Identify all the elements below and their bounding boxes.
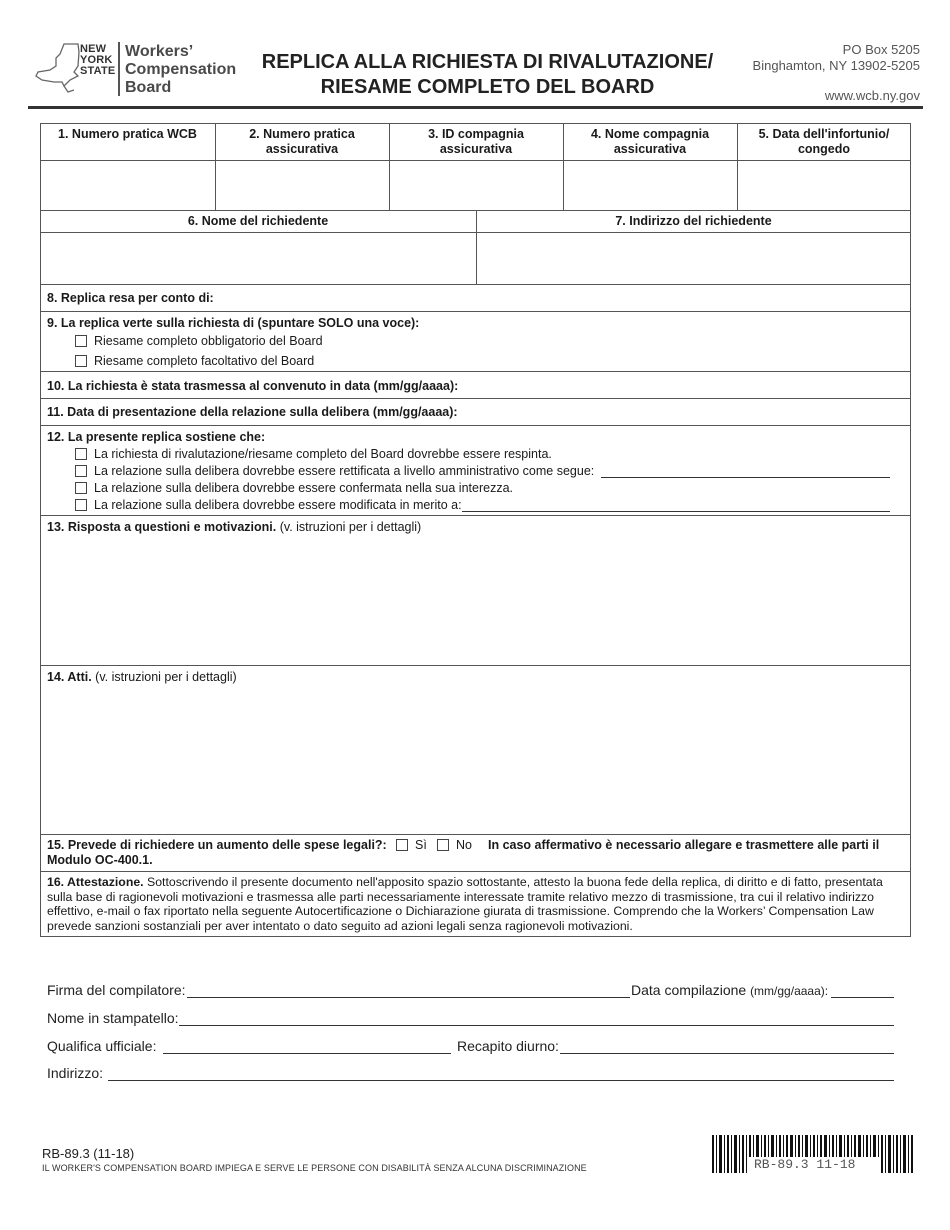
documents-label-bold: 14. Atti. <box>47 670 92 684</box>
request-type-option[interactable] <box>75 334 323 349</box>
daytime-phone-line[interactable] <box>560 1039 894 1054</box>
date-prepared-label <box>631 982 828 1000</box>
date-prepared-line[interactable] <box>831 983 894 998</box>
preparer-signature-line[interactable] <box>187 983 630 998</box>
fee-note-form: Modulo OC-400.1. <box>47 853 153 867</box>
carrier-case-number-field[interactable] <box>216 161 388 210</box>
label-line: 5. Data dell'infortunio/ <box>758 127 890 141</box>
header-rule <box>28 106 923 109</box>
affirmation-line: sulla base di ragionevoli motivazioni e trasmessa alle parti necessariamente interessate tramite relativo mezzo di trasmissione, tra cui il relativo indirizzo <box>47 889 874 904</box>
attorney-fee-question: 15. Prevede di richiedere un aumento delle spese legali?: <box>47 838 387 852</box>
affirmation-line: prevede sanzioni sostanziali per aver intentato o dato seguito ad azioni legali senza ragionevoli motivazioni. <box>47 918 633 933</box>
requester-address-label: 7. Indirizzo del richiedente <box>615 214 772 228</box>
title-label: Qualifica ufficiale: <box>47 1038 157 1054</box>
label-line: 3. ID compagnia <box>428 127 524 141</box>
requester-address-field[interactable] <box>477 233 910 284</box>
discretionary-review-checkbox[interactable] <box>75 355 87 367</box>
label-line: assicurativa <box>439 142 513 156</box>
date-prepared-text: Data compilazione <box>631 982 747 998</box>
address-line1: PO Box 5205 <box>842 42 920 57</box>
fee-yes-checkbox[interactable] <box>396 839 408 851</box>
wcb-case-number-field[interactable] <box>41 161 214 210</box>
requester-name-field[interactable] <box>41 233 475 284</box>
option-label: Riesame completo facoltativo del Board <box>94 354 315 368</box>
option-label: La relazione sulla delibera dovrebbe essere modificata in merito a: <box>94 498 462 512</box>
agency-wordmark <box>125 43 236 97</box>
address-line[interactable] <box>108 1066 894 1081</box>
affirmation-text <box>47 875 907 933</box>
rebuttal-position-label: 12. La presente replica sostiene che: <box>47 430 266 444</box>
barcode <box>712 1135 917 1175</box>
response-textarea[interactable] <box>42 537 909 663</box>
nys-line: YORK <box>80 54 113 66</box>
documents-label-note: (v. istruzioni per i dettagli) <box>95 670 237 684</box>
nys-wordmark <box>80 44 115 77</box>
requester-name-label: 6. Nome del richiedente <box>187 214 329 228</box>
mailing-address <box>753 42 920 74</box>
request-type-label: 9. La replica verte sulla richiesta di (spuntare SOLO una voce): <box>47 316 420 330</box>
amend-administratively-checkbox[interactable] <box>75 465 87 477</box>
affirmation-title: 16. Attestazione. <box>47 875 144 889</box>
option-label: La relazione sulla delibera dovrebbe essere rettificata a livello amministrativo come segue: <box>94 464 595 478</box>
mandatory-review-checkbox[interactable] <box>75 335 87 347</box>
option-label: La richiesta di rivalutazione/riesame completo del Board dovrebbe essere respinta. <box>94 447 552 461</box>
agency-line: Compensation <box>125 61 237 78</box>
on-behalf-of-label: 8. Replica resa per conto di: <box>47 291 214 305</box>
label-line: congedo <box>797 142 851 156</box>
daytime-phone-label: Recapito diurno: <box>457 1038 559 1054</box>
carrier-name-field[interactable] <box>564 161 736 210</box>
form-title-line1: REPLICA ALLA RICHIESTA DI RIVALUTAZIONE/ <box>261 51 714 73</box>
label-line: assicurativa <box>613 142 687 156</box>
website-link[interactable]: www.wcb.ny.gov <box>824 88 920 103</box>
carrier-id-label <box>389 123 563 157</box>
response-label <box>47 520 421 535</box>
served-date-label: 10. La richiesta è stata trasmessa al convenuto in data (mm/gg/aaaa): <box>47 379 459 393</box>
form-title <box>250 50 725 100</box>
address-line2: Binghamton, NY 13902-5205 <box>752 58 920 73</box>
option-label: La relazione sulla delibera dovrebbe essere confermata nella sua interezza. <box>94 481 514 495</box>
option-label: Sì <box>415 838 427 852</box>
affirmation-line-text: Sottoscrivendo il presente documento nell'apposito spazio sottostante, attesto la buona fede della replica, di diritto e di fatto, presentata <box>147 875 883 889</box>
injury-date-label <box>737 123 911 157</box>
logo-divider <box>118 42 120 96</box>
position-option[interactable] <box>75 447 552 462</box>
modify-decision-checkbox[interactable] <box>75 499 87 511</box>
on-behalf-of-field[interactable] <box>230 287 906 309</box>
nys-line: STATE <box>80 65 116 77</box>
position-option[interactable] <box>75 498 462 513</box>
barcode-text: RB-89.3 11-18 <box>754 1157 856 1172</box>
documents-textarea[interactable] <box>42 687 909 832</box>
form-code: RB-89.3 (11-18) <box>42 1146 135 1161</box>
label-line: 2. Numero pratica <box>249 127 355 141</box>
amend-administratively-line[interactable] <box>601 466 890 478</box>
fee-no-option[interactable] <box>437 838 472 853</box>
nondiscrimination-notice: IL WORKER'S COMPENSATION BOARD IMPIEGA E SERVE LE PERSONE CON DISABILITÀ SENZA ALCUNA DISCRIMINAZIONE <box>42 1163 587 1173</box>
wcb-logo <box>34 40 237 100</box>
wcb-case-number-label: 1. Numero pratica WCB <box>58 127 197 141</box>
modify-decision-line[interactable] <box>462 500 890 512</box>
option-label: Riesame completo obbligatorio del Board <box>94 334 323 348</box>
new-york-state-map-icon <box>34 42 82 94</box>
deny-request-checkbox[interactable] <box>75 448 87 460</box>
carrier-case-number-label <box>215 123 389 157</box>
label-line: assicurativa <box>265 142 339 156</box>
print-name-label: Nome in stampatello: <box>47 1010 179 1026</box>
response-label-note: (v. istruzioni per i dettagli) <box>279 520 422 534</box>
fee-no-checkbox[interactable] <box>437 839 449 851</box>
print-name-line[interactable] <box>179 1011 894 1026</box>
agency-line: Board <box>125 79 172 96</box>
served-date-field[interactable] <box>460 374 906 396</box>
response-label-bold: 13. Risposta a questioni e motivazioni. <box>47 520 277 534</box>
preparer-signature-label: Firma del compilatore: <box>47 982 186 998</box>
position-option[interactable] <box>75 481 513 496</box>
address-label: Indirizzo: <box>47 1065 104 1081</box>
affirm-decision-checkbox[interactable] <box>75 482 87 494</box>
request-type-option[interactable] <box>75 354 314 369</box>
carrier-id-field[interactable] <box>390 161 562 210</box>
agency-line: Workers’ <box>125 43 194 60</box>
label-line: 4. Nome compagnia <box>590 127 710 141</box>
form-title-line2: RIESAME COMPLETO DEL BOARD <box>320 76 655 98</box>
decision-filed-date-label: 11. Data di presentazione della relazione sulla delibera (mm/gg/aaaa): <box>47 405 458 419</box>
documents-label <box>47 670 237 685</box>
affirmation-line <box>47 875 907 890</box>
date-format-hint: (mm/gg/aaaa): <box>750 984 829 998</box>
injury-date-field[interactable] <box>738 161 910 210</box>
position-option[interactable] <box>75 464 594 479</box>
carrier-name-label <box>563 123 737 157</box>
title-line[interactable] <box>163 1039 451 1054</box>
fee-note: In caso affermativo è necessario allegare e trasmettere alle parti il <box>488 838 880 852</box>
fee-yes-option[interactable] <box>396 838 427 853</box>
option-label: No <box>456 838 472 852</box>
decision-filed-date-field[interactable] <box>460 401 906 423</box>
affirmation-line: effettivo, e-mail o fax riportato nella seguente Autocertificazione o Dichiarazione giurata di trasmissione. Comprendo che la Workers’ Compensation Law <box>47 904 874 919</box>
nys-line: NEW <box>80 43 107 55</box>
